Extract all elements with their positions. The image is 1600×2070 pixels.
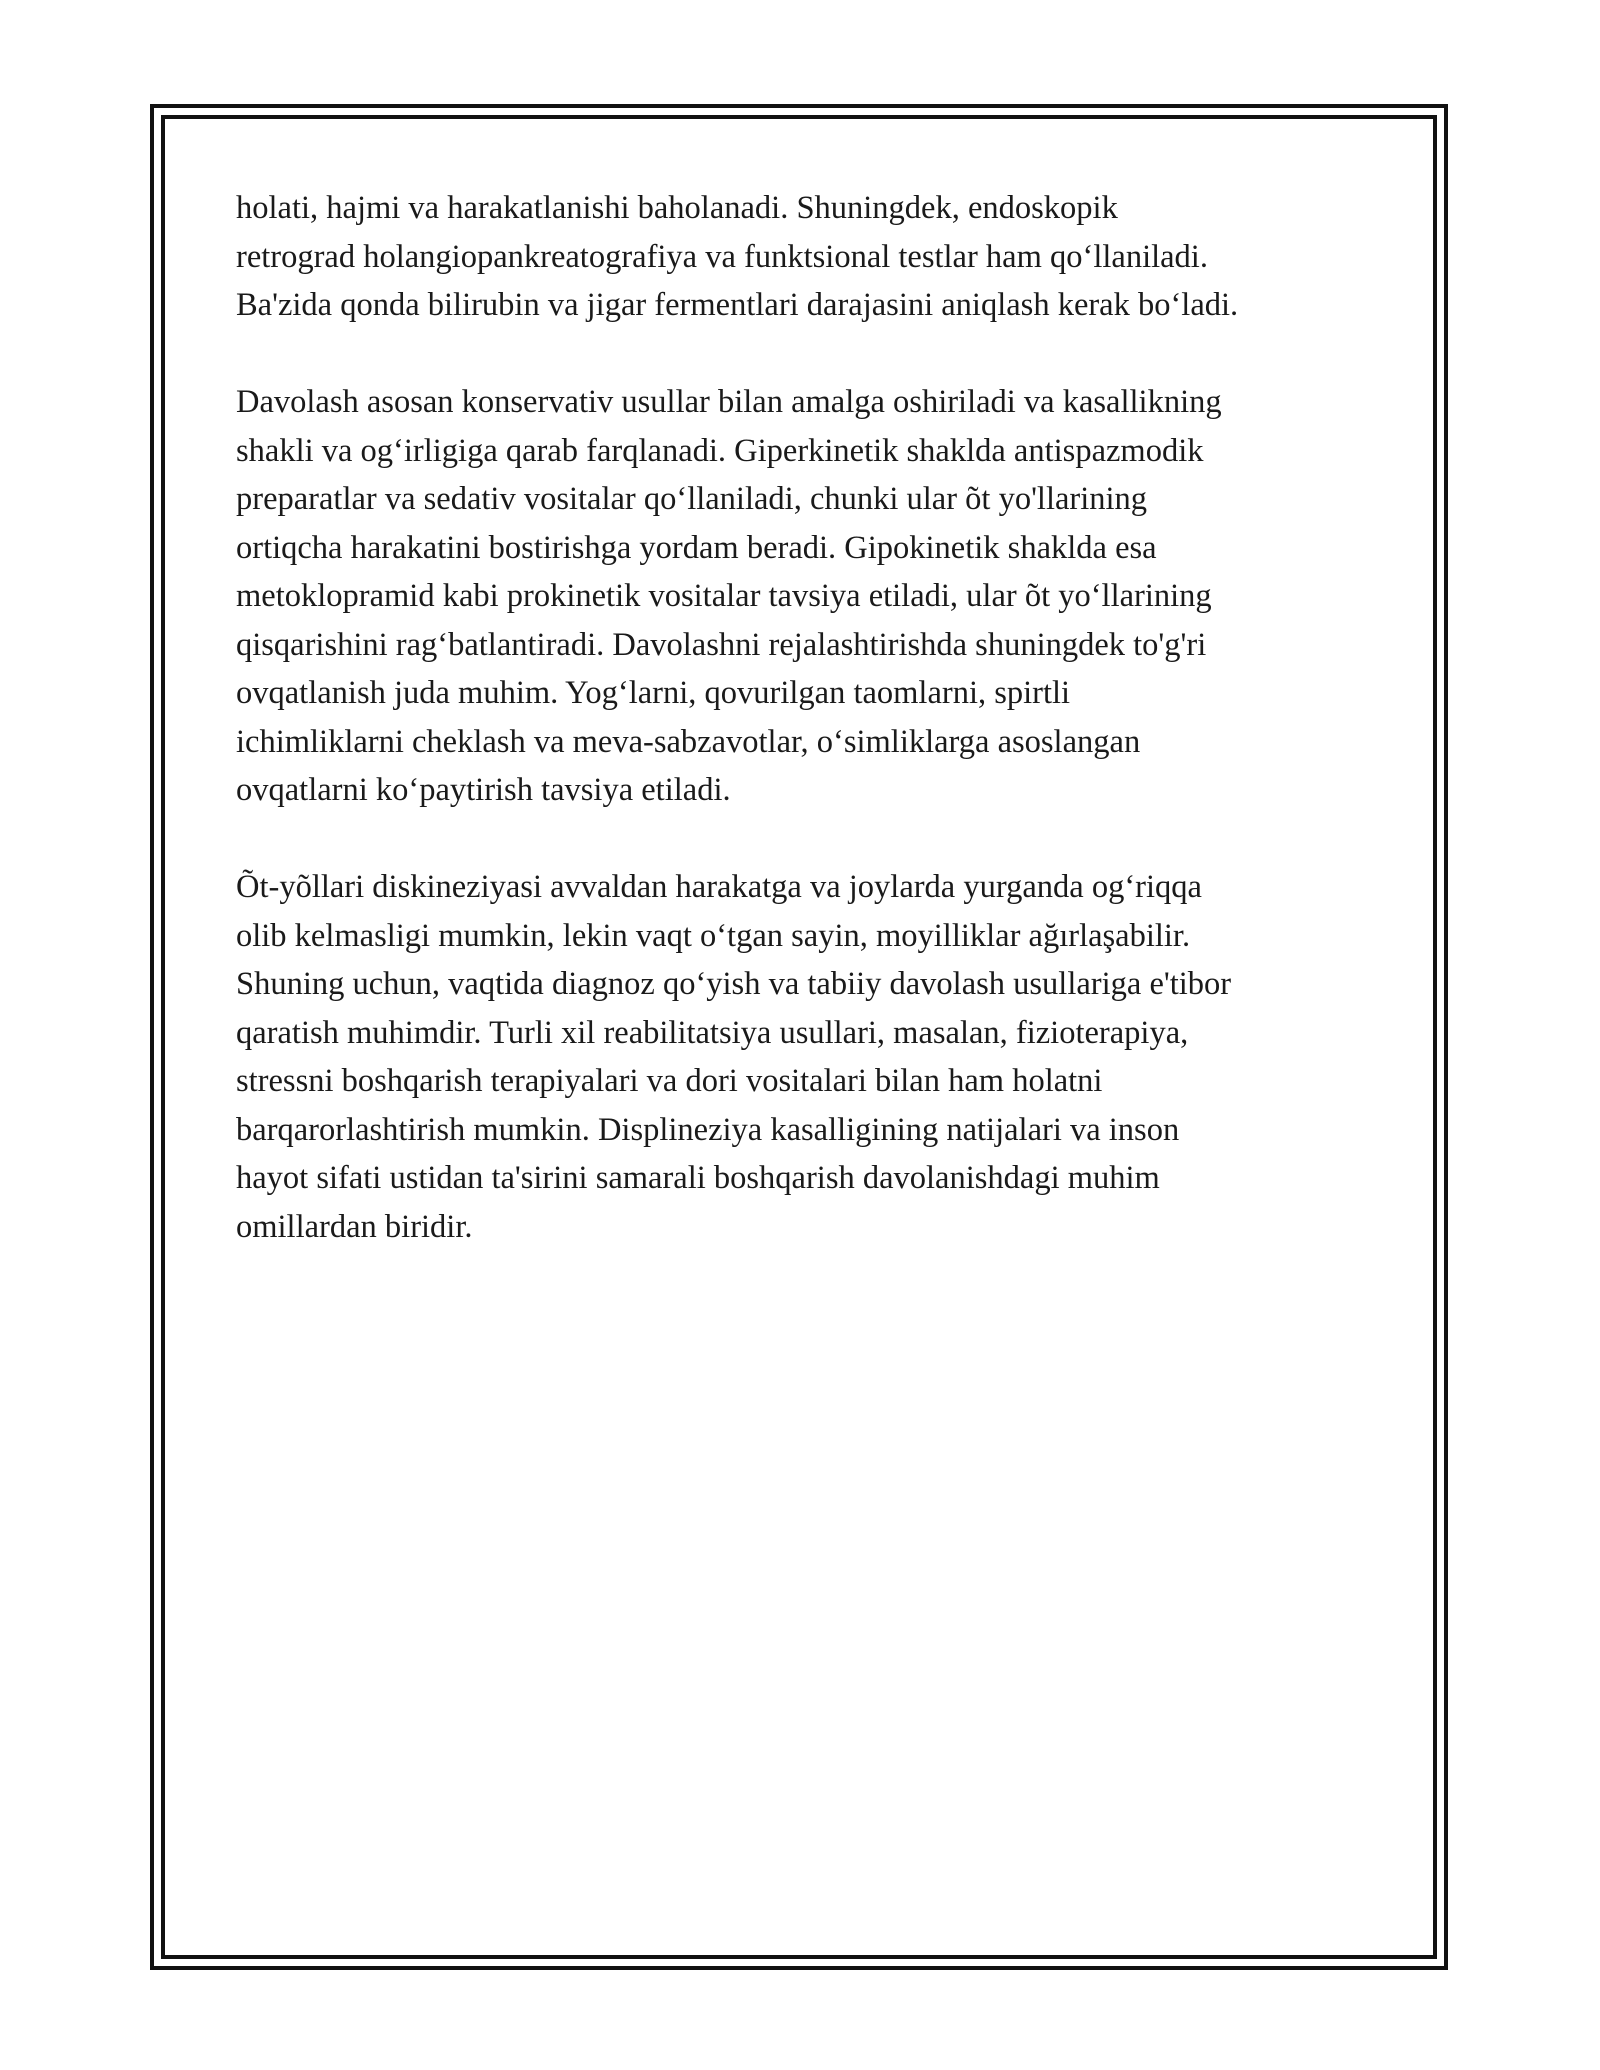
paragraph-prognosis: Õt-yõllari diskineziyasi avvaldan harakatga va joylarda yurganda og‘riqqa olib kelmasligi mumkin, lekin vaqt o‘tgan sayin, moyilliklar ağırlaşabilir. Shuning uchun, vaqtida diagnoz qo‘yish va tabiiy davolash usullariga e'tibor qaratish muhimdir. Turli xil reabilitatsiya usullari, masalan, fizioterapiya, stressni boshqarish terapiyalari va dori vositalari bilan ham holatni barqarorlashtirish mumkin. Displineziya kasalligining natijalari va inson hayot sifati ustidan ta'sirini samarali boshqarish davolanishdagi muhim omillardan biridir. [236,869,1232,1245]
paragraph-treatment: Davolash asosan konservativ usullar bilan amalga oshiriladi va kasallikning shakli va og‘irligiga qarab farqlanadi. Giperkinetik shaklda antispazmodik preparatlar va sedativ vositalar qo‘llaniladi, chunki ular õt yo'llarining ortiqcha harakatini bostirishga yordam beradi. Gipokinetik shaklda esa metoklopramid kabi prokinetik vositalar tavsiya etiladi, ular õt yo‘llarining qisqarishini rag‘batlantiradi. Davolashni rejalashtirishda shuningdek to'g'ri ovqatlanish juda muhim. Yog‘larni, qovurilgan taomlarni, spirtli ichimliklarni cheklash va meva-sabzavotlar, o‘simliklarga asoslangan ovqatlarni ko‘paytirish tavsiya etiladi. [236,384,1222,808]
document-body [236,184,1376,1300]
paragraph-diagnostics: holati, hajmi va harakatlanishi baholanadi. Shuningdek, endoskopik retrograd holangiopankreatografiya va funktsional testlar ham qo‘llaniladi. Ba'zida qonda bilirubin va jigar fermentlari darajasini aniqlash kerak bo‘ladi. [236,190,1239,323]
